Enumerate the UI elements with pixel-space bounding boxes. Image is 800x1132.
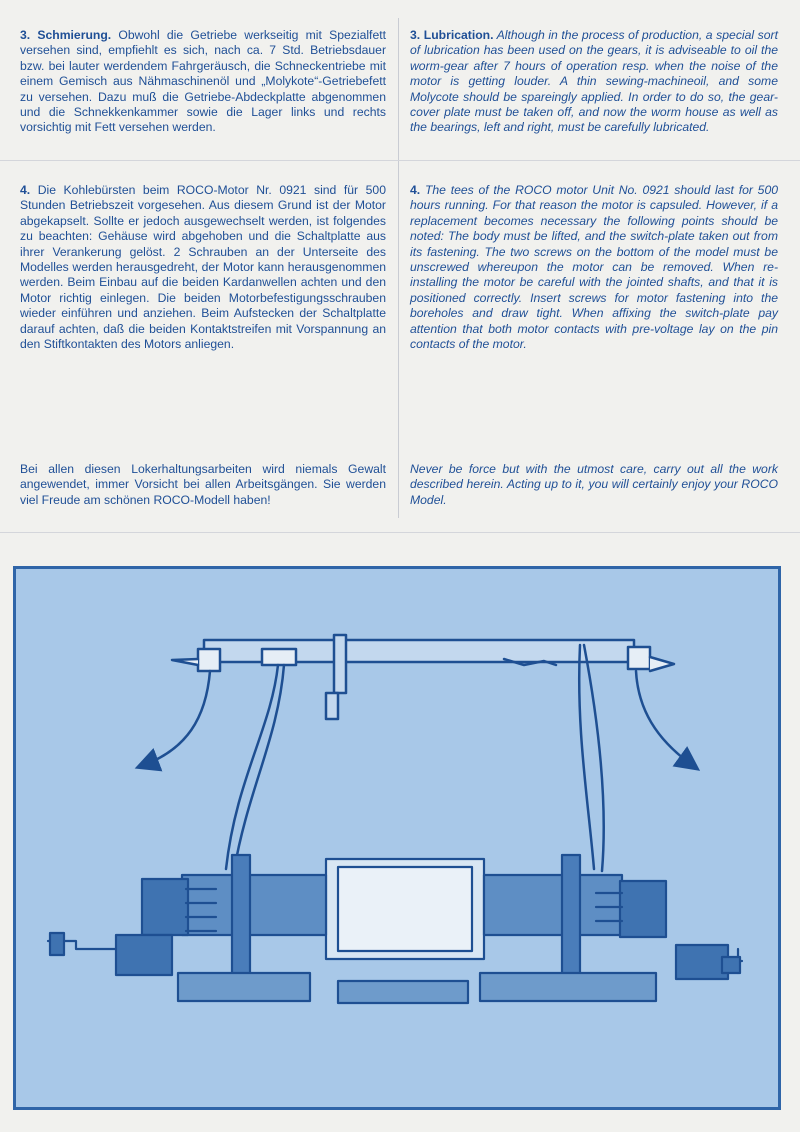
german-section-3-heading: 3. Schmierung. xyxy=(20,28,112,42)
section-divider xyxy=(0,160,800,161)
wire xyxy=(584,645,604,871)
german-closing: Bei allen diesen Lokerhaltungsarbeiten wird niemals Gewalt angewendet, immer Vorsicht bei allen Arbeitsgängen. Sie werden viel Freude am schönen ROCO-Modell haben! xyxy=(20,462,386,507)
motor-assembly xyxy=(48,855,742,1003)
english-section-3-body: Although in the process of production, a special sort of lubrication has been used on the gears, it is adviseable to oil the worm-gear after 7 hours of operation resp. when the noise of the motor is getting louder. A thin sewing-machineoil, and some Molycote should be spareingly applied. In order to do so, the gear-cover plate must be taken off, and now the worm house as well as the bearings, left and right, must be carefully lubricated. xyxy=(410,28,779,135)
right-arrow xyxy=(636,671,692,765)
column-divider xyxy=(398,18,399,518)
english-section-4-heading: 4. xyxy=(410,183,421,197)
german-section-4-heading: 4. xyxy=(20,183,31,197)
german-section-3 xyxy=(20,28,386,136)
switch-plate xyxy=(172,635,674,719)
german-section-4 xyxy=(20,183,386,352)
english-section-3 xyxy=(410,28,778,136)
motor-illustration xyxy=(13,566,781,1110)
motor-drawing xyxy=(16,569,778,1107)
wire xyxy=(226,665,278,869)
wire xyxy=(234,665,284,871)
text-figure-divider xyxy=(0,532,800,533)
english-closing: Never be force but with the utmost care, carry out all the work described herein. Acting up to it, you will certainly enjoy your ROCO Model. xyxy=(410,462,778,507)
english-section-4-body: The tees of the ROCO motor Unit No. 0921 should last for 500 hours running. For that reason the motor is capsuled. However, if a replacement becomes necessary the following points should be noted: The body must be lifted, and the switch-plate taken out from its fastening. The two screws on the bottom of the model must be unscrewed whereupon the motor can be removed. When re-installing the motor be careful with the jointed shafts, and that it is positioned correctly. Insert screws for motor fastening into the boreholes and draw tight. When affixing the switch-plate pay attention that both motor contacts with pre-voltage lay on the pin contacts of the motor. xyxy=(410,183,779,352)
wire xyxy=(579,645,594,869)
german-section-4-body: Die Kohlebürsten beim ROCO-Motor Nr. 0921 sind für 500 Stunden Betriebszeit vorgesehen. Aus diesem Grund ist der Motor abgekapselt. Sollte er jedoch ausgewechselt werden, ist folgendes zu beachten: Gehäuse wird abgehoben und die Schaltplatte aus ihrer Verankerung gelöst. 2 Schrauben an der Unterseite des Modelles werden herausgedreht, der Motor kann herausgenommen werden. Beim Einbau auf die beiden Kardanwellen achten und den Motor richtig einlegen. Die beiden Motorbefestigungsschrauben wieder einführen und anziehen. Beim Aufstecken der Schaltplatte darauf achten, daß die beiden Kontaktstreifen mit Vorspannung an den Stiftkontakten des Motors anliegen. xyxy=(20,183,386,352)
english-section-3-heading: 3. Lubrication. xyxy=(410,28,494,42)
left-arrow xyxy=(144,671,210,765)
english-section-4 xyxy=(410,183,778,352)
german-section-3-body: Obwohl die Getriebe werkseitig mit Spezialfett versehen sind, empfiehlt es sich, nach ca. 7 Std. Betriebsdauer bzw. bei lauter werdendem Fahrgeräusch, die Schneckentriebe mit einem Gemisch aus Nähmaschinenöl und „Molykote“-Getriebefett zu versehen. Dazu muß die Getriebe-Abdeckplatte abgenommen und die Schnekkenkammer sowie die Lager links und rechts vorsichtig mit Fett versehen werden. xyxy=(20,28,386,135)
